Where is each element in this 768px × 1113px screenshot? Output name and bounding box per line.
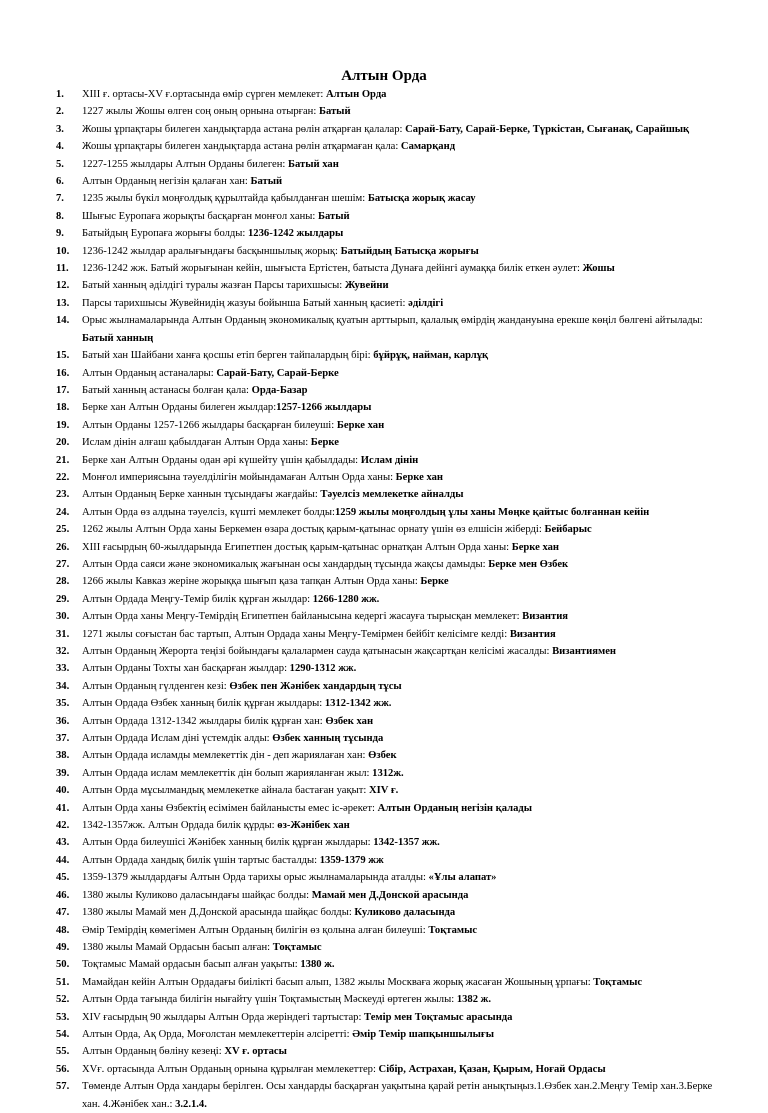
answer-text: 1312-1342 жж. (324, 698, 392, 710)
list-item (56, 382, 718, 399)
list-item (56, 608, 718, 625)
item-number: 25. (56, 524, 70, 536)
list-item (56, 556, 718, 573)
answer-text: Өзбек ханның тұсында (272, 733, 384, 745)
item-text (82, 956, 718, 973)
question-text: 1236-1242 жж. Батый жорығынан кейін, шығыста Ертістен, батыста Дунаға дейінгі аумаққа билік еткен әулет: (82, 263, 583, 275)
question-text: Алтын Ордада Өзбек ханның билік құрған жылдары: (82, 698, 325, 710)
answer-text: Византия (522, 611, 569, 623)
answer-text: Батый (318, 210, 350, 222)
item-number: 10. (56, 245, 70, 257)
item-text (82, 1061, 718, 1078)
item-number: 50. (56, 959, 70, 971)
answer-text: Батый ханның (82, 332, 154, 344)
list-item (56, 190, 718, 207)
question-text: 1266 жылы Кавказ жеріне жорыққа шығып қаза тапқан Алтын Орда ханы: (82, 576, 421, 588)
item-text (82, 86, 718, 103)
answer-text: 1382 ж. (456, 994, 491, 1006)
question-text: 1227 жылы Жошы өлген соң оның орнына отырған: (82, 106, 319, 118)
item-number: 28. (56, 576, 70, 588)
question-text: Батыйдың Еуропаға жорығы болды: (82, 228, 248, 240)
item-text (82, 626, 718, 643)
list-item (56, 660, 718, 677)
item-text (82, 469, 718, 486)
answer-text: 1380 ж. (300, 959, 335, 971)
list-item (56, 904, 718, 921)
answer-text: Өзбек (368, 750, 397, 762)
item-number: 52. (56, 994, 70, 1006)
list-item (56, 643, 718, 660)
question-text: Парсы тарихшысы Жувейнидің жазуы бойынша Батый ханның қасиеті: (82, 297, 409, 309)
answer-text: Жувейни (344, 280, 389, 292)
item-number: 1. (56, 89, 64, 100)
item-number: 33. (56, 663, 70, 675)
item-number: 3. (56, 123, 64, 135)
answer-text: Берке хан (395, 471, 444, 483)
list-item (56, 765, 718, 782)
list-item (56, 434, 718, 451)
list-item (56, 747, 718, 764)
item-number: 41. (56, 802, 70, 814)
item-text (82, 434, 718, 451)
list-item (56, 1009, 718, 1026)
answer-text: Темір мен Тоқтамыс арасында (364, 1011, 513, 1023)
item-text (82, 713, 718, 730)
answer-text: Батысқа жорық жасау (367, 193, 476, 205)
item-number: 49. (56, 941, 70, 953)
item-text (82, 1078, 718, 1113)
item-text (82, 678, 718, 695)
answer-text: Сібір, Астрахан, Қазан, Қырым, Ноғай Ордасы (378, 1063, 606, 1075)
list-item (56, 103, 718, 120)
item-text (82, 817, 718, 834)
item-text (82, 382, 718, 399)
item-number: 14. (56, 315, 70, 327)
list-item (56, 277, 718, 294)
item-text (82, 277, 718, 294)
question-text: Алтын Ордада 1312-1342 жылдары билік құрған хан: (82, 715, 326, 727)
item-text (82, 486, 718, 503)
answer-text: Ислам дінін (360, 454, 419, 466)
list-item (56, 539, 718, 556)
question-text: Алтын Ордада хандық билік үшін тартыс басталды: (82, 854, 320, 866)
answer-text: бұйрұқ, найман, карлұқ (373, 350, 489, 362)
item-number: 51. (56, 976, 70, 988)
item-number: 11. (56, 263, 69, 275)
list-item (56, 243, 718, 260)
item-number: 36. (56, 715, 70, 727)
answer-text: Самарқанд (400, 141, 456, 153)
question-text: Алтын Ордада ислам мемлекеттік дін болып жарияланған жыл: (82, 767, 373, 779)
list-item (56, 504, 718, 521)
answer-text: өз-Жәнібек хан (277, 820, 350, 832)
question-text: Алтын Орда саяси және экономикалық жағынан осы хандардың тұсында жақсы дамыды: (82, 558, 489, 570)
item-number: 55. (56, 1046, 70, 1058)
item-number: 53. (56, 1011, 70, 1023)
answer-text: 1342-1357 жж. (373, 837, 440, 849)
item-text (82, 556, 718, 573)
item-text (82, 591, 718, 608)
answer-text: Тоқтамыс (272, 941, 322, 953)
answer-text: Алтын Орданың негізін қалады (377, 802, 533, 814)
item-text (82, 504, 718, 521)
question-text: Алтын Орда ханы Өзбектің есімімен байланысты емес іс-әрекет: (82, 802, 378, 814)
answer-text: Өзбек хан (325, 715, 374, 727)
item-number: 8. (56, 210, 64, 222)
item-text (82, 643, 718, 660)
question-text: 1380 жылы Куликово даласындағы шайқас болды: (82, 889, 312, 901)
question-text: Төменде Алтын Орда хандары берілген. Осы хандарды басқарған уақытына қарай ретін анықтыңыз.1.Өзбек хан.2.Меңгу Темір хан.3.Берке хан. 4.Жәнібек хан.: (82, 1081, 713, 1110)
question-text: 1235 жылы бүкіл моңғолдық құрылтайда қабылданған шешім: (82, 193, 368, 205)
item-text (82, 695, 718, 712)
answer-text: Әмір Темір шапқыншылығы (352, 1028, 494, 1040)
list-item (56, 956, 718, 973)
answer-text: 1266-1280 жж. (312, 593, 380, 605)
question-text: Орыс жылнамаларында Алтын Орданың экономикалық қуатын арттырып, қалалық өмірдің жандануына ерекше көңіл бөлгені айтылады: (82, 315, 703, 327)
answer-text: Византиямен (552, 646, 616, 657)
answer-text: Батый хан (287, 158, 339, 170)
answer-text: Византия (509, 628, 556, 640)
item-text (82, 887, 718, 904)
question-text: 1359-1379 жылдардағы Алтын Орда тарихы орыс жылнамаларында аталды: (82, 872, 429, 884)
list-item (56, 173, 718, 190)
item-text (82, 399, 718, 416)
answer-text: Батый (250, 176, 283, 188)
item-text (82, 660, 718, 677)
answer-text: Берке мен Өзбек (488, 558, 569, 570)
item-number: 12. (56, 280, 70, 292)
list-item (56, 817, 718, 834)
question-text: Алтын Орда ханы Меңгу-Темірдің Египетпен байланысына кедергі жасауға тырысқан мемлекет: (82, 611, 523, 623)
item-text (82, 800, 718, 817)
answer-text: XV ғ. ортасы (224, 1046, 287, 1058)
list-item (56, 939, 718, 956)
item-number: 13. (56, 297, 70, 309)
item-number: 16. (56, 367, 70, 379)
answer-text: 3.2.1.4. (175, 1098, 207, 1110)
list-item (56, 782, 718, 799)
question-text: Алтын Орданың бөліну кезеңі: (82, 1046, 225, 1058)
question-text: 1342-1357жж. Алтын Ордада билік құрды: (82, 820, 278, 832)
question-text: Шығыс Еуропаға жорықты басқарған монғол ханы: (82, 210, 319, 222)
question-text: Берке хан Алтын Орданы одан әрі күшейту үшін қабылдады: (82, 454, 361, 466)
question-text: Алтын Орданы Тохты хан басқарған жылдар: (82, 663, 290, 675)
answer-text: Батыйдың Батысқа жорығы (340, 245, 479, 257)
item-number: 40. (56, 785, 70, 797)
item-number: 7. (56, 193, 64, 205)
item-text (82, 730, 718, 747)
list-item (56, 922, 718, 939)
list-item (56, 730, 718, 747)
question-text: 1271 жылы соғыстан бас тартып, Алтын Ордада ханы Меңгу-Темірмен бейбіт келісімге келді: (82, 628, 510, 640)
item-number: 39. (56, 767, 70, 779)
item-text (82, 417, 718, 434)
item-number: 46. (56, 889, 70, 901)
answer-text: Сарай-Бату, Сарай-Берке (216, 367, 339, 379)
list-item (56, 834, 718, 851)
answer-text: Куликово даласында (354, 907, 456, 919)
list-item (56, 1078, 718, 1113)
item-text (82, 452, 718, 469)
item-text (82, 190, 718, 207)
list-item (56, 417, 718, 434)
answer-text: 1259 жылы моңғолдың ұлы ханы Мөңке қайтыс болғаннан кейін (334, 506, 650, 518)
item-number: 35. (56, 698, 70, 710)
item-number: 21. (56, 454, 70, 466)
item-number: 29. (56, 593, 70, 605)
answer-text: Батый (318, 106, 351, 118)
item-text (82, 103, 718, 120)
item-text (82, 138, 718, 155)
question-text: 1380 жылы Мамай Ордасын басып алған: (82, 941, 273, 953)
item-text (82, 573, 718, 590)
list-item (56, 225, 718, 242)
question-text: 1262 жылы Алтын Орда ханы Беркемен өзара достық қарым-қатынас орнату үшін өз елшісін жіберді: (82, 524, 545, 536)
item-text (82, 1043, 718, 1060)
answer-text: XIV ғ. (368, 785, 399, 797)
list-item (56, 800, 718, 817)
list-item (56, 312, 718, 347)
question-text: Жошы ұрпақтары билеген хандықтарда астана рөлін атқармаған қала: (82, 141, 401, 153)
answer-text: Орда-Базар (251, 384, 308, 396)
answer-text: 1359-1379 жж (319, 854, 384, 866)
list-item (56, 452, 718, 469)
item-number: 48. (56, 924, 70, 936)
answer-text: «Ұлы алапат» (428, 872, 497, 884)
answer-text: 1257-1266 жылдары (276, 402, 372, 414)
item-number: 4. (56, 141, 64, 153)
list-item (56, 591, 718, 608)
list-item (56, 347, 718, 364)
answer-text: 1290-1312 жж. (289, 663, 357, 675)
answer-text: Берке хан (336, 419, 385, 431)
list-item (56, 469, 718, 486)
list-item (56, 156, 718, 173)
item-number: 54. (56, 1028, 70, 1040)
item-number: 37. (56, 733, 70, 745)
question-text: XIII ғасырдың 60-жылдарында Египетпен достық қарым-қатынас орнатқан Алтын Орда ханы: (82, 541, 512, 553)
question-text: Ислам дінін алғаш қабылдаған Алтын Орда ханы: (82, 437, 311, 449)
answer-text: Берке (310, 437, 339, 449)
question-text: Батый ханның әділдігі туралы жазған Парсы тарихшысы: (82, 280, 345, 292)
question-text: Берке хан Алтын Орданы билеген жылдар: (82, 402, 277, 414)
question-text: Алтын Орда мұсылмандық мемлекетке айнала бастаған уақыт: (82, 785, 369, 797)
question-text: Жошы ұрпақтары билеген хандықтарда астана рөлін атқарған қалалар: (82, 123, 406, 135)
list-item (56, 887, 718, 904)
answer-text: Берке (420, 576, 449, 588)
list-item (56, 399, 718, 416)
answer-text: Жошы (582, 263, 615, 275)
item-number: 22. (56, 471, 70, 483)
question-list (56, 86, 718, 1113)
item-text (82, 295, 718, 312)
item-text (82, 852, 718, 869)
question-text: Тоқтамыс Мамай ордасын басып алған уақыты: (82, 959, 301, 971)
item-number: 32. (56, 646, 70, 657)
list-item (56, 678, 718, 695)
question-text: Алтын Орда өз алдына тәуелсіз, күшті мемлекет болды: (82, 506, 335, 518)
item-text (82, 208, 718, 225)
item-text (82, 521, 718, 538)
item-text (82, 1009, 718, 1026)
list-item (56, 260, 718, 277)
item-text (82, 974, 718, 991)
item-number: 17. (56, 384, 70, 396)
list-item (56, 521, 718, 538)
item-text (82, 173, 718, 190)
list-item (56, 86, 718, 103)
answer-text: Бейбарыс (544, 524, 592, 536)
item-text (82, 922, 718, 939)
item-text (82, 991, 718, 1008)
list-item (56, 713, 718, 730)
list-item (56, 991, 718, 1008)
list-item (56, 208, 718, 225)
list-item (56, 138, 718, 155)
item-number: 24. (56, 506, 70, 518)
answer-text: 1236-1242 жылдары (248, 228, 344, 240)
item-number: 27. (56, 558, 70, 570)
item-number: 38. (56, 750, 70, 762)
item-text (82, 243, 718, 260)
list-item (56, 121, 718, 138)
item-text (82, 347, 718, 364)
item-text (82, 539, 718, 556)
question-text: Монғол империясына тәуелділігін мойындамаған Алтын Орда ханы: (82, 471, 396, 483)
item-number: 47. (56, 907, 70, 919)
list-item (56, 869, 718, 886)
list-item (56, 626, 718, 643)
question-text: Алтын Орданың Берке ханнын тұсындағы жағдайы: (82, 489, 321, 501)
list-item (56, 1026, 718, 1043)
item-number: 56. (56, 1063, 70, 1075)
item-number: 31. (56, 628, 70, 640)
question-text: Алтын Орданың астаналары: (82, 367, 217, 379)
item-text (82, 312, 718, 347)
item-number: 20. (56, 437, 70, 449)
item-text (82, 608, 718, 625)
list-item (56, 852, 718, 869)
item-text (82, 225, 718, 242)
list-item (56, 695, 718, 712)
answer-text: Тәуелсіз мемлекетке айналды (320, 489, 464, 501)
item-text (82, 782, 718, 799)
item-number: 18. (56, 402, 70, 414)
question-text: Алтын Орданың негізін қалаған хан: (82, 176, 251, 188)
list-item (56, 486, 718, 503)
item-number: 57. (56, 1081, 70, 1093)
question-text: Алтын Ордада Меңгу-Темір билік құрған жылдар: (82, 593, 313, 605)
item-text (82, 1026, 718, 1043)
item-number: 45. (56, 872, 70, 884)
question-text: Алтын Орданы 1257-1266 жылдары басқарған билеуші: (82, 419, 337, 431)
item-text (82, 747, 718, 764)
item-text (82, 765, 718, 782)
item-number: 44. (56, 854, 70, 866)
document-title: Алтын Орда (341, 68, 427, 84)
item-text (82, 156, 718, 173)
item-number: 19. (56, 419, 70, 431)
answer-text: Тоқтамыс (428, 924, 478, 936)
question-text: Алтын Ордада Ислам діні үстемдік алды: (82, 733, 273, 745)
question-text: 1227-1255 жылдары Алтын Орданы билеген: (82, 158, 288, 170)
answer-text: Сарай-Бату, Сарай-Берке, Түркістан, Сығанақ, Сарайшық (405, 123, 690, 135)
question-text: 1236-1242 жылдар аралығындағы басқыншылық жорық: (82, 245, 341, 257)
question-text: Алтын Орда тағында билігін нығайту үшін Тоқтамыстың Мәскеуді өртеген жылы: (82, 994, 457, 1006)
answer-text: Өзбек пен Жәнібек хандардың тұсы (229, 680, 402, 692)
list-item (56, 974, 718, 991)
list-item (56, 573, 718, 590)
item-number: 23. (56, 489, 70, 501)
item-number: 2. (56, 106, 64, 118)
item-text (82, 365, 718, 382)
answer-text: Алтын Орда (326, 89, 387, 100)
item-number: 15. (56, 350, 70, 362)
item-number: 43. (56, 837, 70, 849)
item-text (82, 260, 718, 277)
question-text: 1380 жылы Мамай мен Д.Донской арасында шайқас болды: (82, 907, 355, 919)
question-text: Алтын Ордада исламды мемлекеттік дін - деп жариялаған хан: (82, 750, 369, 762)
item-number: 26. (56, 541, 70, 553)
item-text (82, 121, 718, 138)
question-text: Батый хан Шайбани ханға қосшы етіп берген тайпалардың бірі: (82, 350, 374, 362)
item-text (82, 834, 718, 851)
item-text (82, 869, 718, 886)
item-number: 5. (56, 158, 64, 170)
question-text: XIV ғасырдың 90 жылдары Алтын Орда жеріндегі тартыстар: (82, 1011, 365, 1023)
item-number: 9. (56, 228, 64, 240)
question-text: XVғ. ортасында Алтын Орданың орнына құрылған мемлекеттер: (82, 1063, 379, 1075)
question-text: Батый ханның астанасы болған қала: (82, 384, 252, 396)
answer-text: Берке хан (511, 541, 560, 553)
item-text (82, 904, 718, 921)
list-item (56, 1061, 718, 1078)
item-number: 34. (56, 680, 70, 692)
list-item (56, 1043, 718, 1060)
question-text: XIII ғ. ортасы-XV ғ.ортасында өмір сүрген мемлекет: (82, 89, 326, 100)
answer-text: әділдігі (408, 297, 444, 309)
list-item (56, 365, 718, 382)
list-item (56, 295, 718, 312)
question-text: Алтын Орда билеушісі Жәнібек ханның билік құрған жылдары: (82, 837, 374, 849)
item-text (82, 939, 718, 956)
item-number: 30. (56, 611, 70, 623)
question-text: Әмір Темірдің көмегімен Алтын Орданың билігін өз қолына алған билеуші: (82, 924, 429, 936)
answer-text: 1312ж. (372, 767, 404, 779)
answer-text: Тоқтамыс (593, 976, 643, 988)
item-number: 42. (56, 820, 70, 832)
question-text: Мамайдан кейін Алтын Ордадағы биілікті басып алып, 1382 жылы Москваға жорық жасаған Жошының ұрпағы: (82, 976, 594, 988)
item-number: 6. (56, 176, 64, 188)
question-text: Алтын Орданың гүлденген кезі: (82, 680, 230, 692)
question-text: Алтын Орданың Жерорта теңізі бойындағы қалалармен сауда қатынасын жақсартқан келісімі жасалды: (82, 646, 553, 657)
question-text: Алтын Орда, Ақ Орда, Моғолстан мемлекеттерін әлсіретті: (82, 1028, 353, 1040)
answer-text: Мамай мен Д.Донской арасында (311, 889, 469, 901)
